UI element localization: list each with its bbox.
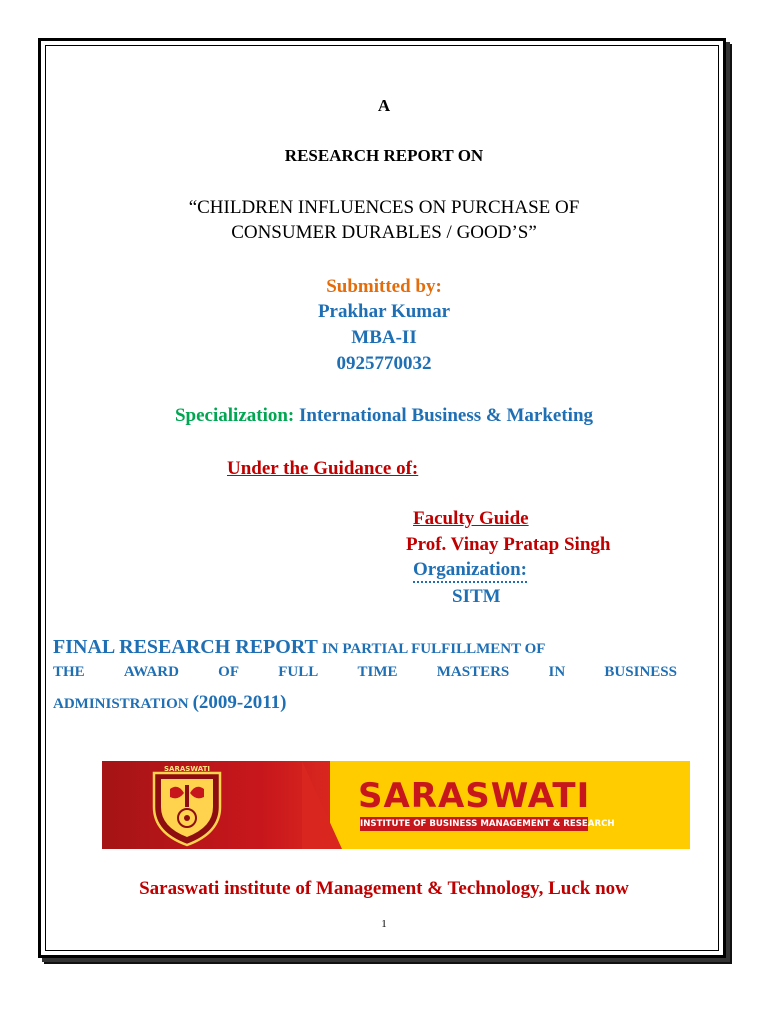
line2-word: IN (548, 664, 566, 680)
student-name: Prakhar Kumar (317, 301, 451, 322)
specialization-line (0, 405, 768, 427)
line2-word: FULL (278, 664, 319, 680)
final-report-line3 (53, 692, 677, 714)
crest-text: SARASWATI (164, 765, 210, 773)
specialization-label: Specialization: (174, 405, 295, 426)
banner-fold (302, 761, 342, 849)
faculty-name: Prof. Vinay Pratap Singh (406, 534, 611, 555)
line2-word: AWARD (123, 664, 179, 680)
institute-crest-icon (148, 763, 226, 847)
guidance-heading: Under the Guidance of: (227, 458, 419, 479)
final-report-years: (2009-2011) (192, 692, 287, 713)
line2-word: TIME (357, 664, 398, 680)
line2-word: THE (53, 664, 85, 680)
title-a: A (377, 96, 391, 115)
organization-label: Organization: (413, 559, 527, 583)
report-title-line2: CONSUMER DURABLES / GOOD’S” (231, 222, 537, 243)
final-report-line1 (53, 636, 677, 659)
line2-word: MASTERS (436, 664, 510, 680)
final-report-statement (53, 636, 677, 726)
final-report-line1-rest: IN PARTIAL FULFILLMENT OF (321, 641, 546, 657)
page-number: 1 (381, 918, 387, 930)
faculty-guide-label: Faculty Guide (413, 508, 529, 529)
specialization-value: International Business & Marketing (299, 405, 594, 426)
banner-institute-subtitle: INSTITUTE OF BUSINESS MANAGEMENT & RESEARCH (360, 819, 615, 829)
program: MBA-II (351, 327, 417, 348)
final-report-line2 (53, 664, 677, 681)
final-report-heading: FINAL RESEARCH REPORT (53, 636, 318, 658)
roll-number: 0925770032 (336, 353, 432, 374)
institute-footer: Saraswati institute of Management & Technology, Luck now (139, 878, 629, 899)
report-title-line1: “CHILDREN INFLUENCES ON PURCHASE OF (188, 197, 580, 218)
line2-word: BUSINESS (604, 664, 677, 680)
research-report-on: RESEARCH REPORT ON (284, 146, 484, 165)
final-report-administration: ADMINISTRATION (53, 696, 189, 712)
banner-institute-name: SARASWATI (358, 776, 591, 816)
line2-word: OF (218, 664, 240, 680)
submitted-by-label: Submitted by: (326, 276, 442, 297)
organization-value: SITM (452, 586, 501, 607)
